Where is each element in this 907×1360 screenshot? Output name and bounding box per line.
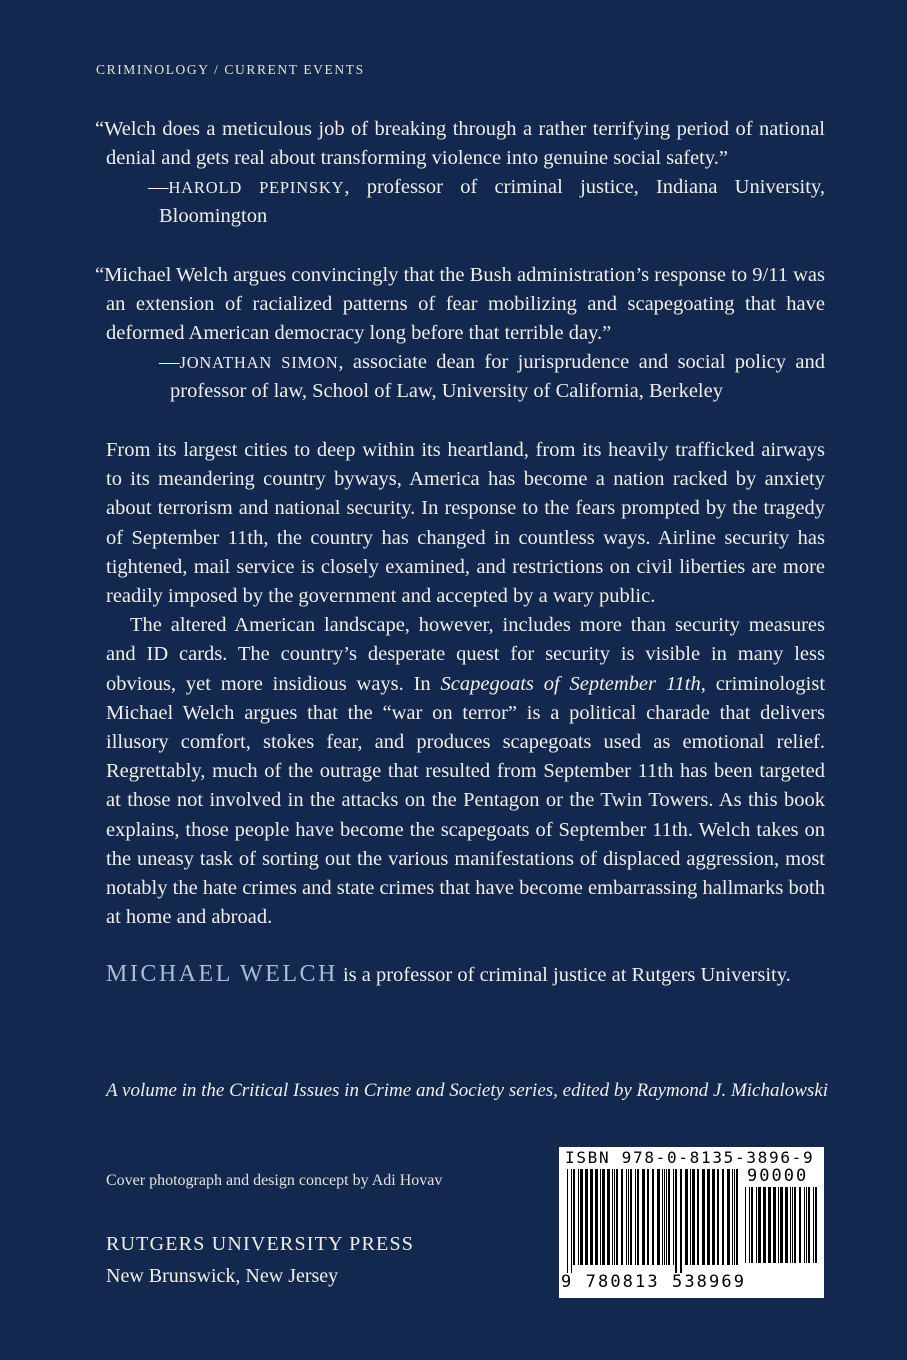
paragraph-text: , criminologist Michael Welch argues that the “war on terror” is a political charade that delivers illusory comfort, stokes fear, and produces scapegoats used as emotional relief. Regrettably, much of the outrage that resulted from September 11th has been targeted at those not involved in the attacks on the Pentagon or the Twin Towers. As this book explains, those people have become the scapegoats of September 11th. Welch takes on the uneasy task of sorting out the various manifestations of displaced aggression, most notably the hate crimes and state crimes that have become embarrassing hallmarks both at home and abroad.: [106, 672, 826, 929]
supplement-bars: [745, 1187, 819, 1271]
category-label: CRIMINOLOGY / CURRENT EVENTS: [96, 62, 365, 77]
description-paragraph-2: [106, 611, 825, 932]
book-title: Scapegoats of September 11th: [440, 672, 701, 695]
barcode-bars: [567, 1169, 743, 1273]
quote-text: “Welch does a meticulous job of breaking through a rather terrifying period of national denial and gets real about transforming violence into genuine social safety.”: [95, 118, 825, 169]
quote-attribution: [106, 348, 825, 406]
isbn-number: ISBN 978-0-8135-3896-9: [565, 1148, 815, 1167]
quote-text: “Michael Welch argues convincingly that the Bush administration’s response to 9/11 was an extension of racialized patterns of fear mobilizing and scapegoating that have deformed American democracy long before that terrible day.”: [95, 264, 825, 344]
author-bio: [106, 960, 825, 990]
series-note: A volume in the Critical Issues in Crime and Society series, edited by Raymond J. Michalowski: [106, 1080, 829, 1101]
endorser-affiliation: , associate dean for jurisprudence and social policy and professor of law, School of Law, University of California, Berkeley: [170, 351, 825, 402]
endorser-name: HAROLD PEPINSKY: [168, 178, 345, 197]
endorsement-quote-1: [95, 115, 825, 231]
price-code: 90000: [747, 1166, 809, 1186]
publisher-location: New Brunswick, New Jersey: [106, 1265, 339, 1287]
cover-credit: Cover photograph and design concept by Adi Hovav: [106, 1172, 443, 1189]
quote-attribution: [106, 173, 825, 231]
attribution-dash: —: [159, 351, 180, 373]
isbn-barcode: [559, 1147, 824, 1298]
description-paragraph-1: From its largest cities to deep within its heartland, from its heavily trafficked airways to its meandering country byways, America has become a nation racked by anxiety about terrorism and national security. In response to the fears prompted by the tragedy of September 11th, the country has changed in countless ways. Airline security has tightened, mail service is closely examined, and restrictions on civil liberties are more readily imposed by the government and accepted by a wary public.: [106, 439, 825, 608]
endorser-affiliation: , professor of criminal justice, Indiana University, Bloomington: [159, 176, 825, 227]
paragraph-text: The altered American landscape, however, includes more than security measures and ID cards. The country’s desperate quest for security is visible in many less obvious, yet more insidious ways. In: [106, 614, 825, 695]
publisher-name: RUTGERS UNIVERSITY PRESS: [106, 1233, 415, 1255]
attribution-dash: —: [148, 176, 169, 198]
endorser-name: JONATHAN SIMON: [179, 353, 339, 372]
ean-digits: 9 780813 538969: [561, 1272, 747, 1292]
endorsement-quote-2: [95, 261, 825, 406]
book-description: [106, 436, 825, 932]
author-bio-text: is a professor of criminal justice at Rutgers University.: [337, 964, 791, 986]
author-name: MICHAEL WELCH: [106, 961, 338, 987]
